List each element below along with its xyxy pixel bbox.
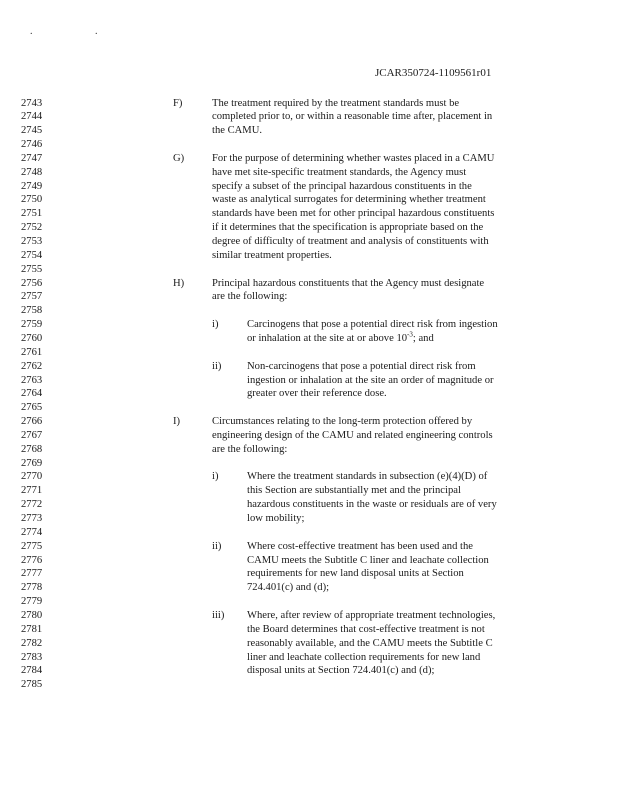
line-text-content: similar treatment properties. bbox=[212, 249, 332, 261]
line-text-content: greater over their reference dose. bbox=[247, 388, 387, 400]
line-text bbox=[212, 207, 494, 221]
line-text bbox=[247, 387, 387, 401]
corner-marks: . . bbox=[30, 26, 128, 37]
line-number: 2771 bbox=[21, 485, 43, 497]
line-text bbox=[212, 124, 262, 138]
line-text-content: standards have been met for other principal hazardous constituents bbox=[212, 208, 495, 220]
document-line bbox=[0, 457, 618, 471]
document-line bbox=[0, 443, 618, 457]
document-line bbox=[0, 249, 618, 263]
line-text bbox=[247, 332, 434, 346]
line-number: 2760 bbox=[21, 332, 43, 344]
line-number: 2780 bbox=[21, 609, 43, 621]
subsection-label: F) bbox=[173, 97, 183, 109]
document-line bbox=[0, 429, 618, 443]
line-text-content: engineering design of the CAMU and related engineering controls bbox=[212, 429, 493, 441]
document-line bbox=[0, 346, 618, 360]
line-text bbox=[247, 512, 304, 526]
line-text bbox=[247, 374, 494, 388]
line-number: 2777 bbox=[21, 568, 43, 580]
line-text bbox=[247, 554, 489, 568]
line-text bbox=[247, 498, 497, 512]
document-line bbox=[0, 97, 618, 111]
line-text bbox=[212, 152, 494, 166]
line-text-content: are the following: bbox=[212, 291, 288, 303]
line-number: 2745 bbox=[21, 125, 43, 137]
line-text bbox=[212, 193, 486, 207]
line-number: 2750 bbox=[21, 194, 43, 206]
line-number: 2744 bbox=[21, 111, 43, 123]
line-text bbox=[212, 249, 332, 263]
document-line bbox=[0, 637, 618, 651]
document-line bbox=[0, 277, 618, 291]
line-number: 2753 bbox=[21, 236, 43, 247]
document-line bbox=[0, 581, 618, 595]
document-line bbox=[0, 484, 618, 498]
subsection-label: I) bbox=[173, 416, 181, 428]
line-text-content: degree of difficulty of treatment and analysis of constituents with bbox=[212, 236, 489, 247]
line-number: 2782 bbox=[21, 637, 43, 649]
line-number: 2774 bbox=[21, 526, 43, 538]
document-line bbox=[0, 512, 618, 526]
document-line bbox=[0, 609, 618, 623]
subsection-label: i) bbox=[212, 471, 219, 483]
line-text-content: Non-carcinogens that pose a potential direct risk from bbox=[247, 360, 476, 372]
line-text-content: requirements for new land disposal units at Section bbox=[247, 568, 464, 580]
line-number: 2762 bbox=[21, 360, 43, 372]
subsection-label: ii) bbox=[212, 360, 222, 372]
document-line bbox=[0, 360, 618, 374]
line-text bbox=[212, 221, 483, 235]
line-number: 2765 bbox=[21, 402, 43, 414]
line-number: 2751 bbox=[21, 208, 43, 220]
line-text bbox=[247, 651, 480, 665]
document-line bbox=[0, 193, 618, 207]
line-number: 2776 bbox=[21, 554, 43, 566]
line-number: 2759 bbox=[21, 319, 43, 331]
line-text-content: the CAMU. bbox=[212, 125, 263, 137]
line-text bbox=[247, 581, 329, 595]
line-text-content: Where the treatment standards in subsection (e)(4)(D) of bbox=[247, 471, 488, 483]
line-text-tail: ; and bbox=[412, 332, 434, 344]
subsection-label: ii) bbox=[212, 540, 222, 552]
line-number: 2755 bbox=[21, 263, 43, 275]
line-text bbox=[212, 180, 472, 194]
subsection-label: i) bbox=[212, 319, 219, 331]
document-line bbox=[0, 207, 618, 221]
line-number: 2769 bbox=[21, 457, 43, 469]
document-line bbox=[0, 554, 618, 568]
line-text bbox=[247, 623, 485, 637]
line-text bbox=[247, 360, 476, 374]
line-number: 2767 bbox=[21, 429, 43, 441]
document-line bbox=[0, 567, 618, 581]
line-text-content: the Board determines that cost-effective treatment is not bbox=[247, 623, 485, 635]
line-text-content: hazardous constituents in the waste or residuals are of very bbox=[247, 499, 497, 511]
line-text bbox=[212, 290, 287, 304]
document-line bbox=[0, 415, 618, 429]
subsection-label: G) bbox=[173, 152, 185, 164]
line-text bbox=[247, 637, 493, 651]
line-number: 2758 bbox=[21, 305, 43, 317]
document-line bbox=[0, 401, 618, 415]
line-text-content: if it determines that the specification is appropriate based on the bbox=[212, 222, 484, 234]
document-line bbox=[0, 304, 618, 318]
line-text-content: specify a subset of the principal hazardous constituents in the bbox=[212, 180, 472, 192]
line-text bbox=[212, 235, 489, 249]
superscript-exponent: -3 bbox=[407, 330, 413, 339]
line-text-content: The treatment required by the treatment standards must be bbox=[212, 97, 460, 109]
document-line bbox=[0, 387, 618, 401]
line-number: 2775 bbox=[21, 540, 43, 552]
document-line bbox=[0, 138, 618, 152]
line-text-content: reasonably available, and the CAMU meets the Subtitle C bbox=[247, 637, 493, 649]
line-text-content: Principal hazardous constituents that the Agency must designate bbox=[212, 277, 485, 289]
document-line bbox=[0, 374, 618, 388]
line-text bbox=[247, 567, 464, 581]
line-number: 2748 bbox=[21, 166, 43, 178]
line-text-content: liner and leachate collection requirements for new land bbox=[247, 651, 481, 663]
line-number: 2784 bbox=[21, 665, 43, 677]
line-number: 2766 bbox=[21, 416, 43, 428]
line-text-content: 724.401(c) and (d); bbox=[247, 582, 330, 594]
document-line bbox=[0, 110, 618, 124]
line-text-content: or inhalation at the site at or above 10 bbox=[247, 332, 408, 344]
document-id: JCAR350724-1109561r01 bbox=[375, 67, 492, 79]
document-line bbox=[0, 166, 618, 180]
line-text bbox=[247, 609, 495, 623]
line-text bbox=[247, 664, 434, 678]
document-line bbox=[0, 152, 618, 166]
document-line bbox=[0, 180, 618, 194]
line-text-content: Where, after review of appropriate treatment technologies, bbox=[247, 609, 496, 621]
line-number: 2757 bbox=[21, 291, 43, 303]
line-number: 2749 bbox=[21, 180, 43, 192]
line-text-content: Circumstances relating to the long-term protection offered by bbox=[212, 416, 473, 428]
line-text-content: CAMU meets the Subtitle C liner and leachate collection bbox=[247, 554, 489, 566]
line-text bbox=[212, 166, 466, 180]
line-number: 2770 bbox=[21, 471, 43, 483]
line-text bbox=[212, 110, 492, 124]
document-line bbox=[0, 664, 618, 678]
document-line bbox=[0, 221, 618, 235]
line-text-content: low mobility; bbox=[247, 513, 305, 524]
line-text bbox=[212, 429, 493, 443]
line-text bbox=[212, 97, 459, 111]
line-number: 2752 bbox=[21, 222, 43, 234]
line-text bbox=[247, 470, 487, 484]
line-text-content: this Section are substantially met and the principal bbox=[247, 485, 461, 497]
line-number: 2761 bbox=[21, 346, 43, 358]
line-number: 2778 bbox=[21, 582, 43, 594]
line-number: 2785 bbox=[21, 679, 43, 691]
line-text-content: completed prior to, or within a reasonable time after, placement in bbox=[212, 111, 493, 123]
document-line bbox=[0, 318, 618, 332]
line-number: 2768 bbox=[21, 443, 43, 455]
line-number: 2764 bbox=[21, 388, 43, 400]
line-text-content: ingestion or inhalation at the site an order of magnitude or bbox=[247, 374, 494, 386]
line-text bbox=[247, 484, 461, 498]
line-number: 2754 bbox=[21, 249, 43, 261]
line-text bbox=[212, 277, 484, 291]
document-line bbox=[0, 595, 618, 609]
line-number: 2747 bbox=[21, 152, 43, 164]
line-text bbox=[212, 443, 287, 457]
line-number: 2772 bbox=[21, 499, 43, 511]
line-text-content: For the purpose of determining whether wastes placed in a CAMU bbox=[212, 152, 495, 164]
document-line bbox=[0, 290, 618, 304]
line-text-content: are the following: bbox=[212, 443, 288, 455]
document-line bbox=[0, 678, 618, 692]
document-line bbox=[0, 623, 618, 637]
line-text bbox=[247, 318, 498, 332]
line-text-content: disposal units at Section 724.401(c) and (d); bbox=[247, 665, 435, 677]
line-text-content: Carcinogens that pose a potential direct risk from ingestion bbox=[247, 319, 498, 331]
document-line bbox=[0, 540, 618, 554]
line-number: 2743 bbox=[21, 97, 43, 109]
line-text-content: Where cost-effective treatment has been used and the bbox=[247, 540, 473, 552]
subsection-label: iii) bbox=[212, 609, 225, 621]
document-line bbox=[0, 124, 618, 138]
line-number: 2773 bbox=[21, 513, 43, 524]
line-number: 2783 bbox=[21, 651, 43, 663]
line-text bbox=[247, 540, 473, 554]
line-number: 2763 bbox=[21, 374, 43, 386]
document-line bbox=[0, 498, 618, 512]
subsection-label: H) bbox=[173, 277, 185, 289]
line-number: 2756 bbox=[21, 277, 43, 289]
document-line bbox=[0, 235, 618, 249]
document-line bbox=[0, 470, 618, 484]
document-line bbox=[0, 332, 618, 346]
line-number: 2746 bbox=[21, 139, 43, 151]
line-text-content: have met site-specific treatment standards, the Agency must bbox=[212, 166, 467, 178]
line-number: 2779 bbox=[21, 596, 43, 608]
document-line bbox=[0, 651, 618, 665]
line-number: 2781 bbox=[21, 623, 43, 635]
line-text-content: waste as analytical surrogates for determining whether treatment bbox=[212, 194, 486, 206]
line-text bbox=[212, 415, 472, 429]
document-line bbox=[0, 263, 618, 277]
document-line bbox=[0, 526, 618, 540]
